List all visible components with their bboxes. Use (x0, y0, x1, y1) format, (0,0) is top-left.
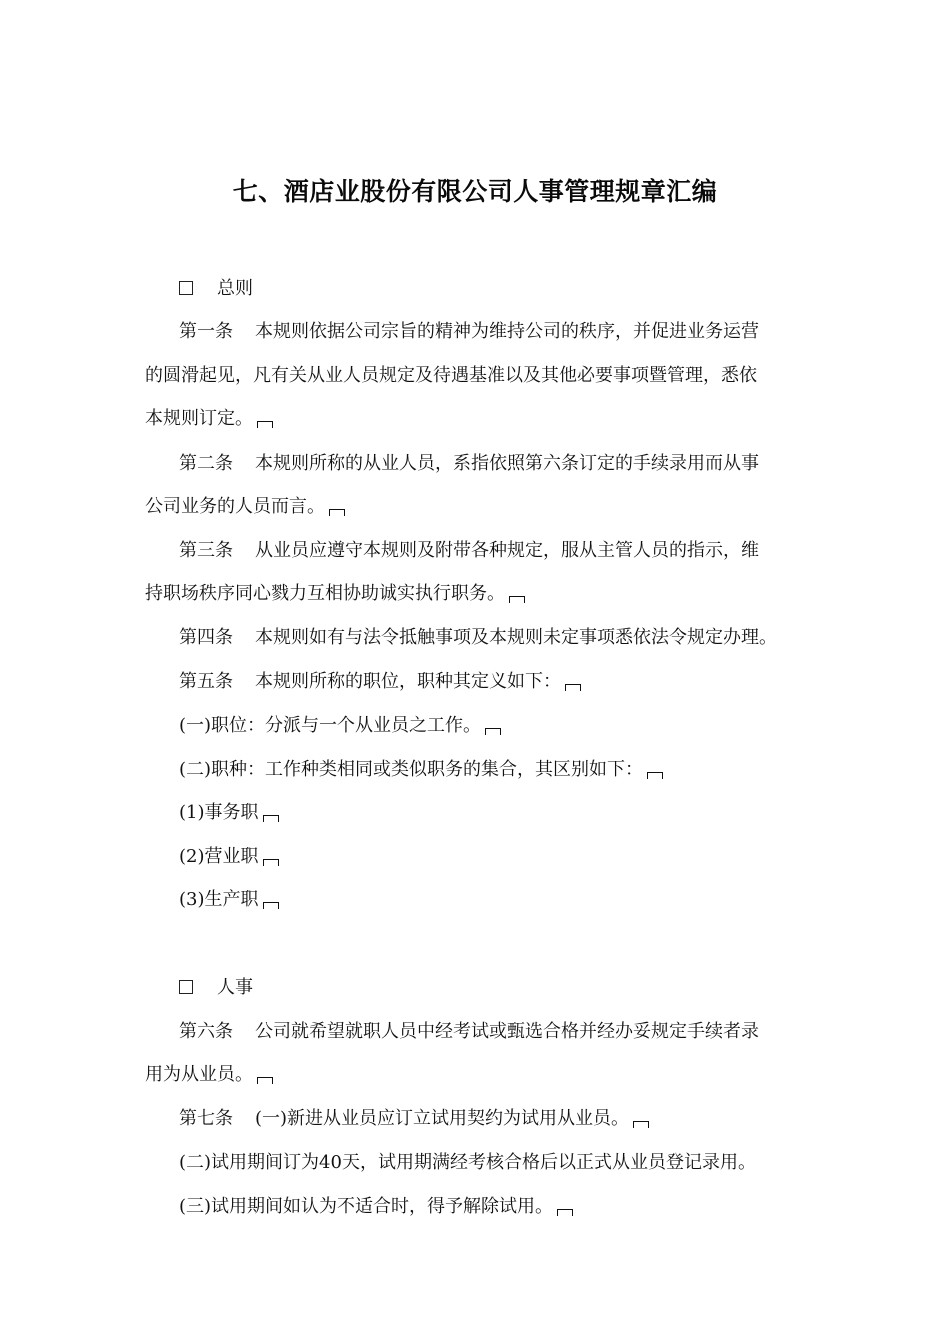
article-number: 第一条 (179, 321, 233, 342)
article-line: 第六条 公司就希望就职人员中经考试或甄选合格并经办妥规定手续者录 (179, 1018, 844, 1046)
article-number: 第四条 (179, 627, 233, 648)
article-line: 用为从业员。 (145, 1061, 810, 1089)
list-item: (3)生产职 (179, 886, 844, 914)
paragraph-mark-icon (329, 509, 345, 516)
article-line: 公司业务的人员而言。 (145, 493, 810, 521)
paragraph-mark-icon (263, 815, 279, 822)
article-line: 第三条 从业员应遵守本规则及附带各种规定，服从主管人员的指示，维 (179, 537, 844, 565)
article-line: 第一条 本规则依据公司宗旨的精神为维持公司的秩序，并促进业务运营 (179, 318, 844, 346)
paragraph-mark-icon (263, 859, 279, 866)
list-item: (2)营业职 (179, 843, 844, 871)
list-item: (二)职种：工作种类相同或类似职务的集合，其区别如下： (179, 756, 844, 784)
section-heading: 人事 (179, 974, 844, 1002)
section-heading: 总则 (179, 275, 844, 303)
paragraph-mark-icon (557, 1209, 573, 1216)
article-line: 的圆滑起见，凡有关从业人员规定及待遇基准以及其他必要事项暨管理，悉依 (145, 365, 757, 386)
list-item: (三)试用期间如认为不适合时，得予解除试用。 (179, 1193, 844, 1221)
paragraph-mark-icon (257, 421, 273, 428)
paragraph-mark-icon (565, 684, 581, 691)
page-title: 七、酒店业股份有限公司人事管理规章汇编 (232, 177, 718, 206)
paragraph-mark-icon (633, 1121, 649, 1128)
article-number: 第二条 (179, 453, 233, 474)
list-item: (二)试用期间订为40天，试用期满经考核合格后以正式从业员登记录用。 (179, 1152, 756, 1173)
paragraph-mark-icon (509, 596, 525, 603)
list-item: (1)事务职 (179, 799, 844, 827)
article-line: 持职场秩序同心戮力互相协助诚实执行职务。 (145, 580, 810, 608)
list-item: (一)职位：分派与一个从业员之工作。 (179, 712, 844, 740)
paragraph-mark-icon (647, 772, 663, 779)
article-line: 本规则订定。 (145, 405, 810, 433)
article-number: 第三条 (179, 540, 233, 561)
checkbox-square-icon (179, 980, 193, 994)
paragraph-mark-icon (263, 902, 279, 909)
article-line: 第二条 本规则所称的从业人员，系指依照第六条订定的手续录用而从事 (179, 450, 844, 478)
paragraph-mark-icon (485, 728, 501, 735)
article-number: 第六条 (179, 1021, 233, 1042)
checkbox-square-icon (179, 281, 193, 295)
article-line: 第五条 本规则所称的职位，职种其定义如下： (179, 668, 844, 696)
paragraph-mark-icon (257, 1077, 273, 1084)
article-number: 第五条 (179, 671, 233, 692)
article-number: 第七条 (179, 1108, 233, 1129)
article-line: 第四条 本规则如有与法令抵触事项及本规则未定事项悉依法令规定办理。 (179, 624, 844, 652)
article-line: 第七条 (一)新进从业员应订立试用契约为试用从业员。 (179, 1105, 844, 1133)
